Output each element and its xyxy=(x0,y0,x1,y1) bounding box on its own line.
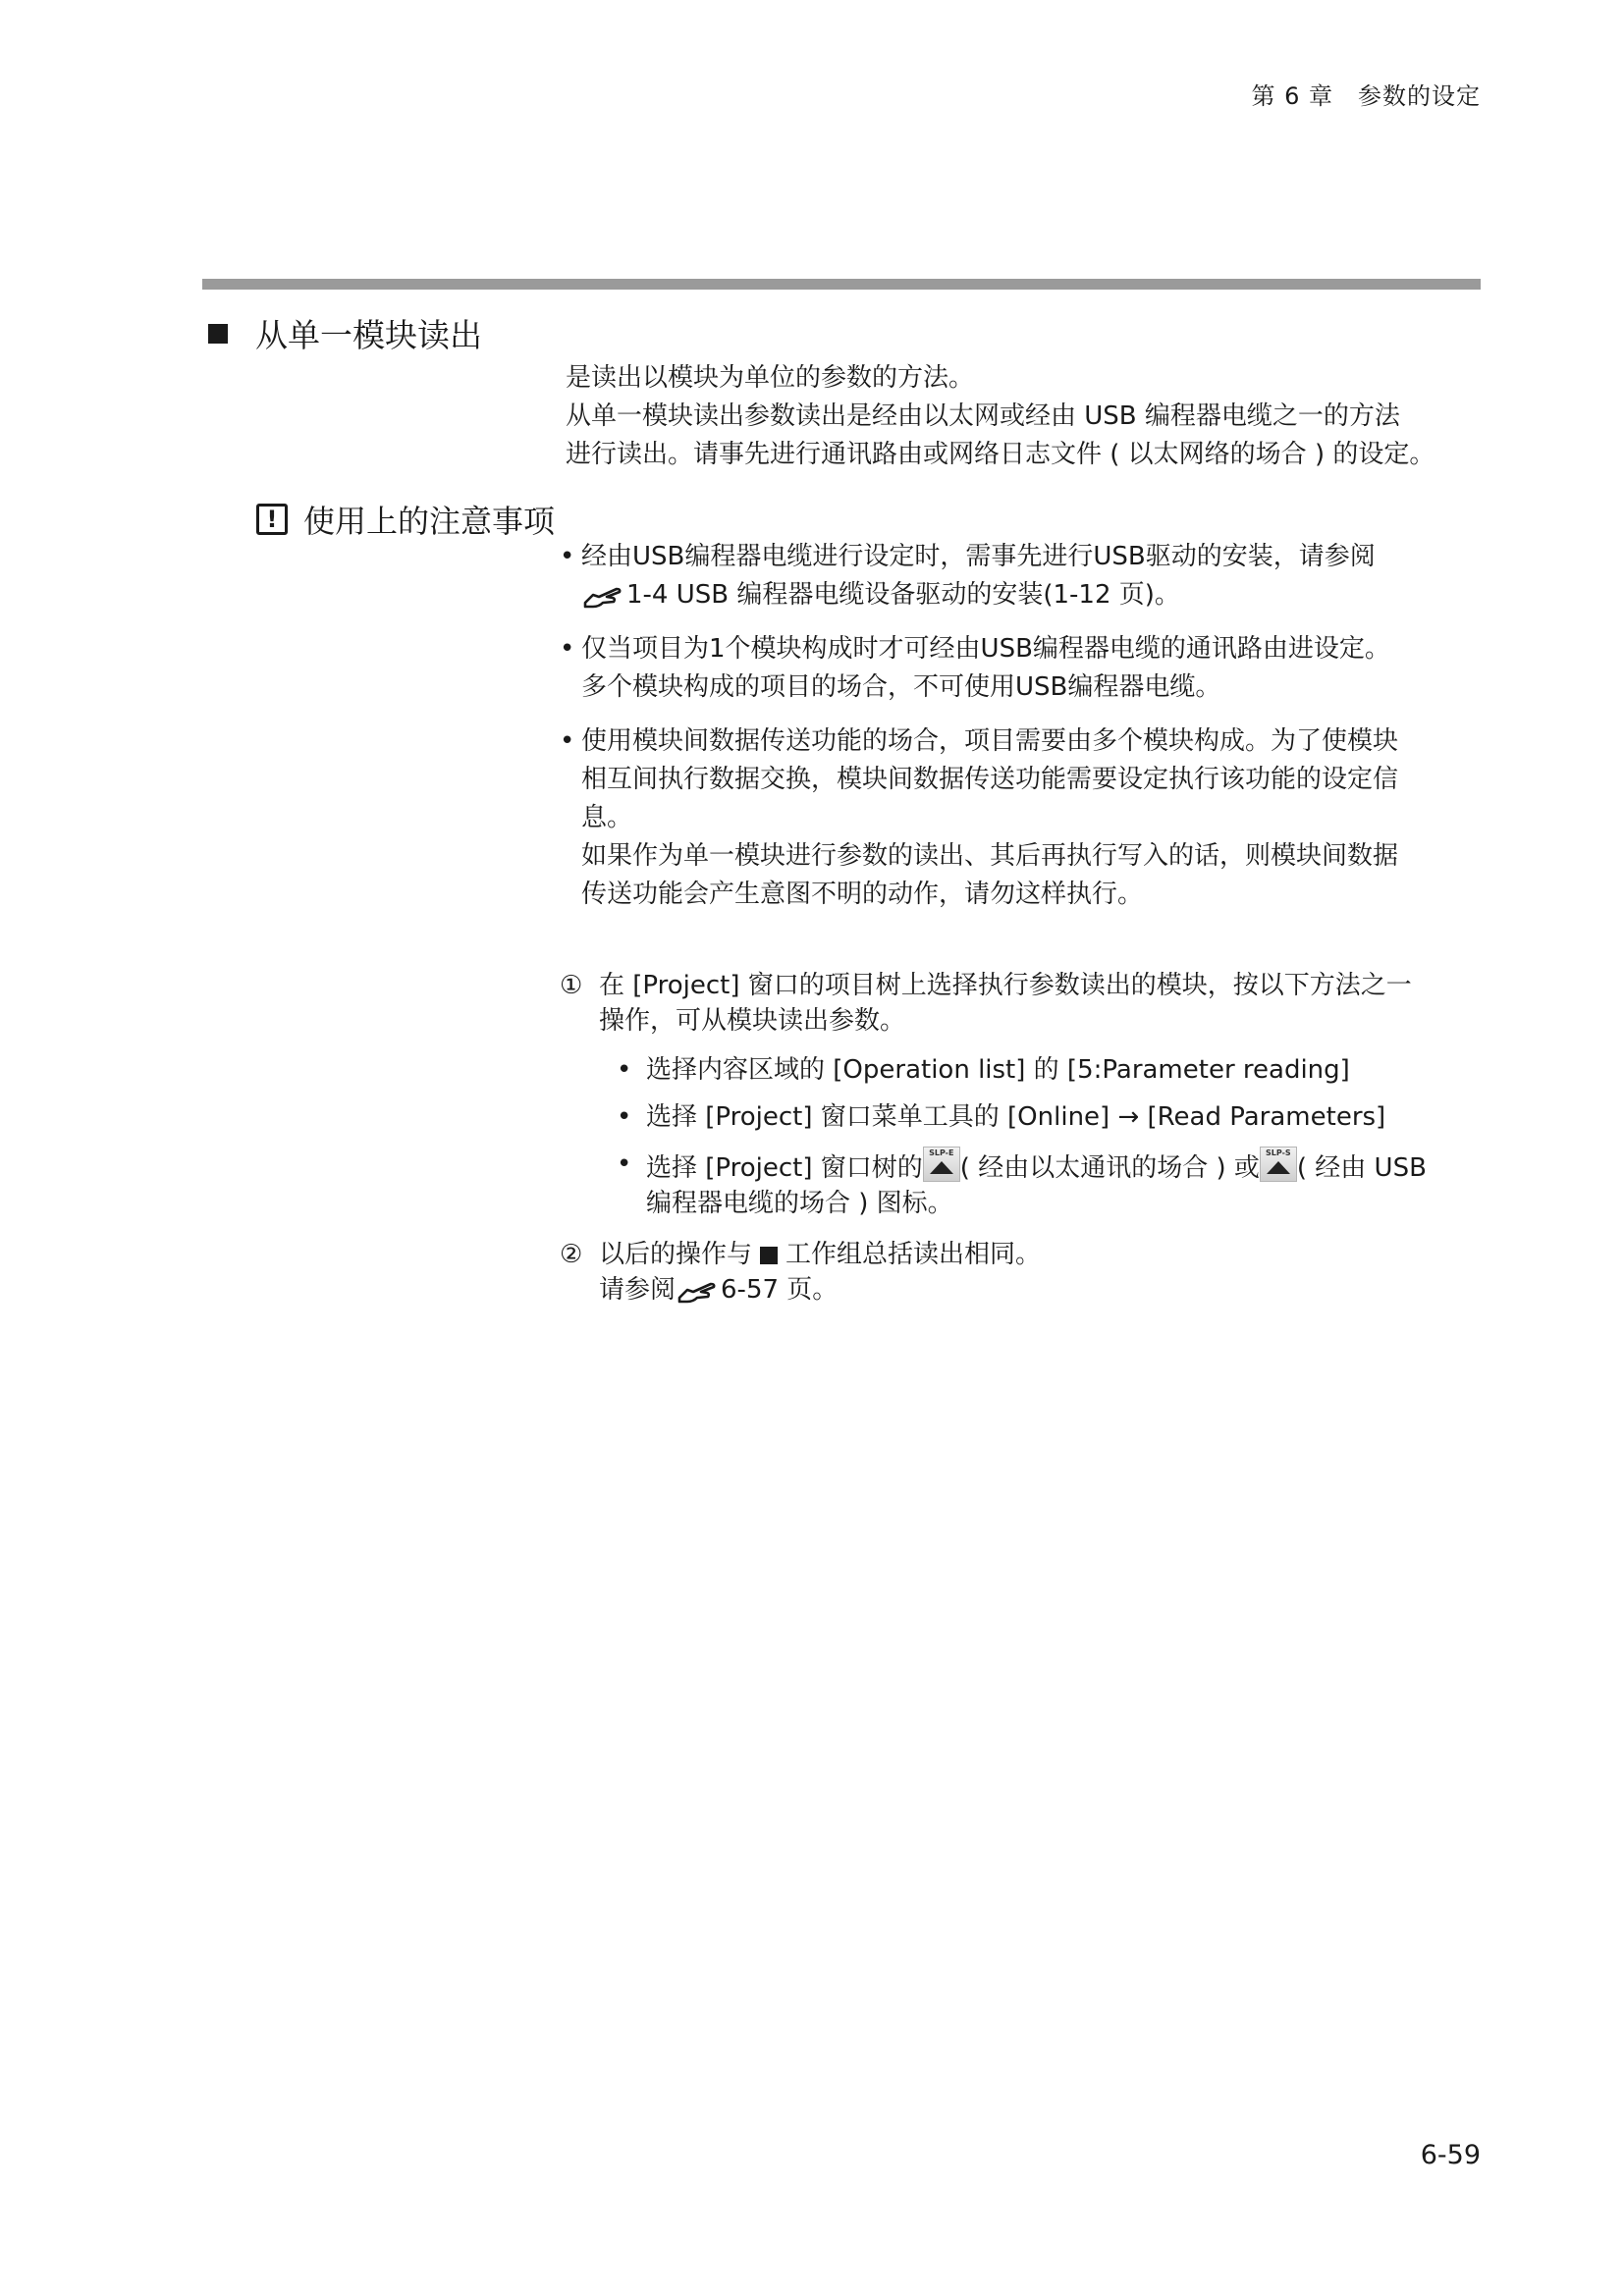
running-header: 第 6 章 参数的设定 xyxy=(1251,82,1481,110)
option-text: 编程器电缆的场合 ) 图标。 xyxy=(646,1189,953,1218)
step-options xyxy=(599,1052,1492,1221)
notes-heading xyxy=(256,497,555,542)
option-text: ( 经由以太通讯的场合 ) 或 xyxy=(959,1153,1260,1183)
step-text: 请参阅 xyxy=(599,1275,677,1305)
caution-icon: ! xyxy=(256,504,288,535)
note-text: 相互间执行数据交换，模块间数据传送功能需要设定执行该功能的设定信 xyxy=(581,765,1399,794)
notes-title: 使用上的注意事项 xyxy=(303,503,556,540)
square-bullet-icon xyxy=(208,324,228,344)
note-item xyxy=(560,722,1492,914)
step-text: 工作组总括读出相同。 xyxy=(785,1240,1042,1269)
step-text: 以后的操作与 xyxy=(599,1240,753,1269)
square-bullet-icon xyxy=(760,1247,778,1264)
notes-list xyxy=(560,538,1492,930)
intro-line: 是读出以模块为单位的参数的方法。 xyxy=(566,363,975,393)
pointing-hand-icon xyxy=(677,1278,717,1304)
step-text: 在 [Project] 窗口的项目树上选择执行参数读出的模块，按以下方法之一 xyxy=(599,971,1412,1000)
option-text: 选择 [Project] 窗口菜单工具的 [Online] → [Read Parameters] xyxy=(646,1102,1386,1132)
step-number: ② xyxy=(560,1240,583,1269)
step-text: 操作，可从模块读出参数。 xyxy=(599,1006,906,1036)
note-reference[interactable]: 1-4 USB 编程器电缆设备驱动的安装(1-12 页)。 xyxy=(626,580,1180,610)
bullet-dot: • xyxy=(560,634,575,664)
bullet-dot: • xyxy=(617,1055,632,1085)
section-intro xyxy=(566,359,1489,474)
note-text: 传送功能会产生意图不明的动作，请勿这样执行。 xyxy=(581,880,1144,909)
section-heading xyxy=(208,310,482,356)
bullet-dot: • xyxy=(617,1149,632,1179)
bullet-dot: • xyxy=(560,542,575,571)
step-text-line xyxy=(599,1237,1492,1272)
step-1 xyxy=(560,968,1492,1221)
slp-e-read-icon[interactable] xyxy=(923,1147,960,1182)
icon-label: SLP-E xyxy=(929,1148,954,1157)
intro-line: 进行读出。请事先进行通讯路由或网络日志文件 ( 以太网络的场合 ) 的设定。 xyxy=(566,440,1435,469)
note-reference-line xyxy=(581,576,1492,614)
step-reference-line xyxy=(599,1272,1492,1308)
page-number: 6-59 xyxy=(1420,2140,1481,2170)
step-2 xyxy=(560,1237,1492,1308)
note-text: 经由USB编程器电缆进行设定时，需事先进行USB驱动的安装，请参阅 xyxy=(581,542,1376,571)
section-title: 从单一模块读出 xyxy=(255,316,482,354)
note-text: 使用模块间数据传送功能的场合，项目需要由多个模块构成。为了使模块 xyxy=(581,726,1399,756)
note-text: 息。 xyxy=(581,803,633,832)
bullet-dot: • xyxy=(560,726,575,756)
slp-s-read-icon[interactable] xyxy=(1260,1147,1297,1182)
note-text: 如果作为单一模块进行参数的读出、其后再执行写入的话，则模块间数据 xyxy=(581,841,1399,871)
note-text: 仅当项目为1个模块构成时才可经由USB编程器电缆的通讯路由进设定。 xyxy=(581,634,1390,664)
option-text: 选择 [Project] 窗口树的 xyxy=(646,1153,923,1183)
option-text: 选择内容区域的 [Operation list] 的 [5:Parameter reading] xyxy=(646,1055,1350,1085)
icon-label: SLP-S xyxy=(1266,1148,1291,1157)
note-item xyxy=(560,538,1492,614)
note-item xyxy=(560,630,1492,707)
procedure-steps xyxy=(560,968,1492,1308)
step-option xyxy=(617,1099,1492,1135)
step-number: ① xyxy=(560,971,583,1000)
section-divider xyxy=(202,279,1481,290)
pointing-hand-icon xyxy=(583,583,623,609)
bullet-dot: • xyxy=(617,1102,632,1132)
step-option xyxy=(617,1147,1492,1221)
intro-line: 从单一模块读出参数读出是经由以太网或经由 USB 编程器电缆之一的方法 xyxy=(566,401,1400,431)
note-text: 多个模块构成的项目的场合，不可使用USB编程器电缆。 xyxy=(581,672,1221,702)
option-text: ( 经由 USB xyxy=(1296,1153,1427,1183)
step-option xyxy=(617,1052,1492,1088)
step-reference[interactable]: 6-57 页。 xyxy=(721,1275,839,1305)
